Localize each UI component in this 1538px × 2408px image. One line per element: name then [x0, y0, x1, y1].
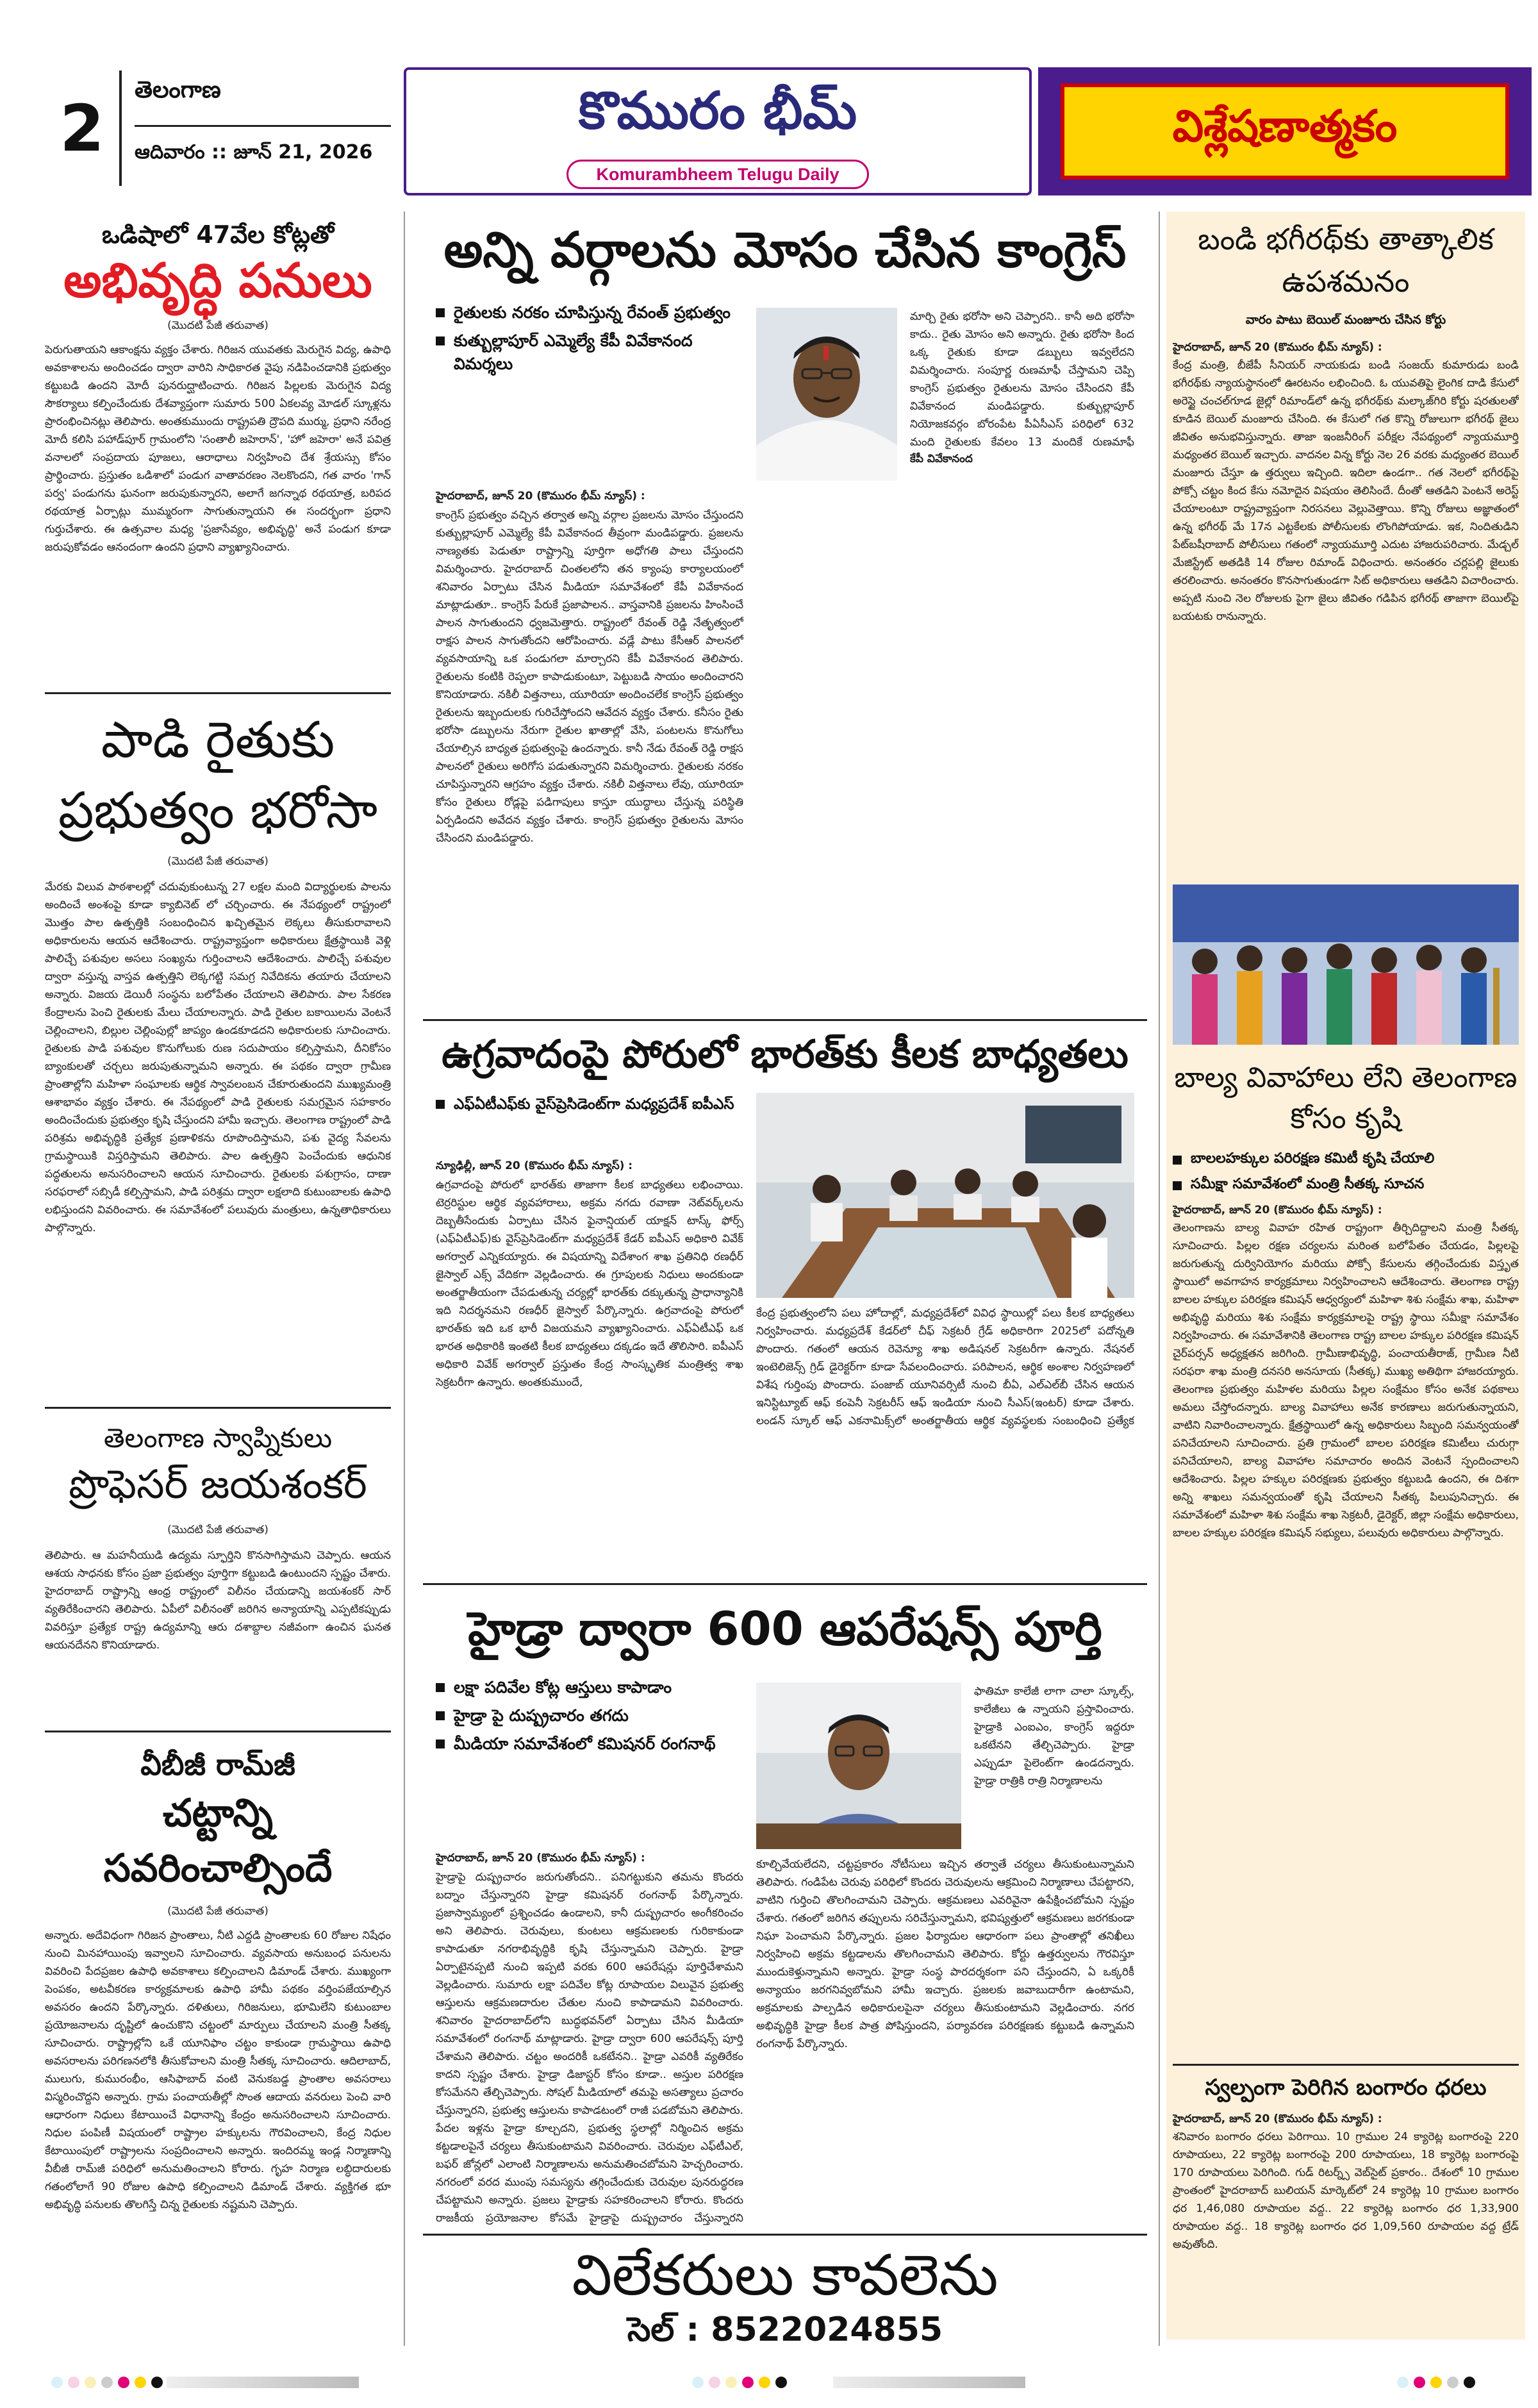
issue-date: ఆదివారం :: జూన్ 21, 2026: [135, 141, 373, 163]
bullet-list: [436, 1093, 743, 1121]
article-headline: అభివృద్ధి పనులు: [63, 253, 372, 308]
paper-subtitle-pill: [566, 160, 869, 189]
tagline: విశ్లేషణాత్మకం: [1172, 101, 1398, 152]
meeting-photo: [756, 1093, 1134, 1298]
article-dateline: హైదరాబాద్, జూన్ 20 (కొమురం భీమ్ న్యూస్) :: [436, 1852, 645, 1864]
article-credit: (మొదటి పేజీ తరువాత): [167, 319, 269, 332]
bullet-item: లక్షా పదివేల కోట్ల ఆస్తులు కాపాడాం: [436, 1676, 743, 1699]
bullet-list: [436, 1676, 743, 1761]
article-headline: ప్రొఫెసర్ జయశంకర్: [69, 1461, 367, 1507]
article-body-left: కాంగ్రెస్ ప్రభుత్వం వచ్చిన తర్వాత అన్ని వర్గాల ప్రజలను మోసం చేస్తుందని కుత్బుల్లాపూర్ ఎమ్మెల్యే కేపీ వివేకానంద తీవ్రంగా మండిపడ్డారు. ప్రజలను నాణ్యతకు పెడుతూ రాష్ట్రాన్ని పూర్తిగా అధోగతి పాలు చేస్తుందని విమర్శించారు. హైదరాబాద్ చింతలలోని తన క్యాంపు కార్యాలయంలో శనివారం ఏర్పాటు చేసిన మీడియా సమావేశంలో కేపీ వివేకానంద మాట్లాడుతూ.. కాంగ్రెస్ పేరుకే ప్రజాపాలన.. వాస్తవానికి ప్రజలను హింసించే పాలన సాగుతుందని ధ్వజమెత్తారు. రాష్ట్రంలో రేవంత్ రెడ్డి నేతృత్వంలో రాక్షస పాలన సాగుతోందని ఆరోపించారు. వడ్లే పాటు కేసీఆర్ పాలనలో వ్యవసాయాన్ని ఒక పండుగలా మార్చారని కేపీ వివేకానంద తెలిపారు. రైతులను కంటికి రెప్పలా కాపాడుకుంటూ, పెట్టుబడి సాయం అందించారని కొనియాడారు. నకిలీ విత్తనాలు, యూరియా అందించలేక కాంగ్రెస్ ప్రభుత్వం రైతులను ఇబ్బందులకు గురిచేస్తోందని ఆవేదన వ్యక్తం చేశారు. కనీసం రైతు భరోసా డబ్బులను నేరుగా రైతుల ఖాతాల్లో వేసి, పంటలను కొనుగోలు చేయాల్సిన బాధ్యత ప్రభుత్వంపై ఉందన్నారు. కానీ నేడు రేవంత్ రెడ్డి రాక్షస పాలనలో రైతులు అరిగోస పడుతున్నారని విమర్శించారు. రైతులకు నరకం చూపిస్తున్నారని ఆగ్రహం వ్యక్తం చేశారు. నకిలీ విత్తనాలు లేవు, యూరియా కోసం రైతులు రోడ్లపై పడిగాపులు కాస్తూ యుద్ధాలు చేస్తున్న పరిస్థితి ఏర్పడిందని అవేదన వ్యక్తం చేశారు. కాంగ్రెస్ ప్రభుత్వం రైతులను మోసం చేసిందని మండిపడ్డారు.: [436, 509, 743, 845]
photo-caption: కేపీ వివేకానంద: [910, 453, 973, 465]
article-body: తెలిపారు. ఆ మహనీయుడి ఉద్యమ స్ఫూర్తిని కొనసాగిస్తామని చెప్పారు. ఆయన ఆశయ సాధనకు కోసం ప్రజా ప్రభుత్వం పూర్తిగా కట్టుబడి ఉంటుందని స్పష్టం చేశారు. హైదరాబాద్ రాష్ట్రాన్ని ఆంధ్ర రాష్ట్రంలో విలీనం చేయడాన్ని జయశంకర్ సార్ వ్యతిరేకించారని తెలిపారు. ఏపీలో విలీనంతో జరిగిన అన్యాయాన్ని ఎప్పటికప్పుడు వివరిస్తూ ప్రత్యేక రాష్ట్ర ఉద్యమాన్ని ఆరు దశాబ్దాల నజీవంగా ఉంచిన ఘనత ఆయనదేనని కొనియాడారు.: [45, 1549, 391, 1652]
article-dairy: [45, 705, 391, 1397]
photo-event: [1173, 884, 1519, 1045]
article-headline: చట్టాన్ని సవరించాల్సిందే: [103, 1791, 333, 1891]
article-kicker: తెలంగాణ స్వాప్నికులు: [103, 1422, 333, 1454]
article-dateline: న్యూఢిల్లీ, జూన్ 20 (కొమురం భీమ్ న్యూస్) :: [436, 1159, 633, 1172]
article-body-bottom: కేంద్ర ప్రభుత్వంలోని పలు హోదాల్లో, మధ్యప్రదేశ్‌లో వివిధ స్థాయిల్లో పలు కీలక బాధ్యతలు నిర్వహించారు. మధ్యప్రదేశ్ కేడర్‌లో చీఫ్ సెక్రటరీ గ్రేడ్ అధికారిగా 2025లో పదోన్నతి పొందారు. గతంలో ఆయన రెవెన్యూ శాఖ అడిషనల్ సెక్రటరీగా ఉన్నారు. నేషనల్ ఇంటెలిజెన్స్ గ్రిడ్ డైరెక్టర్‌గా కూడా సేవలందించారు. పరిపాలన, ఆర్థిక అంశాల నిర్వహణలో విశేష గుర్తింపు పొందారు. పంజాబ్ యూనివర్సిటీ నుంచి బీఏ, ఎల్ఎల్‌బీ చేసిన ఆయన ఇనిస్టిట్యూట్ ఆఫ్ కంపెనీ సెక్రటరీస్ ఆఫ్ ఇండియా నుంచి సీఎస్(ఇంటర్) కూడా చేశారు. లండన్ స్కూల్ ఆఫ్ ఎకనామిక్స్‌లో అంతర్జాతీయ ఆర్థిక వ్యవస్థలకు సంబంధించి ప్రత్యేక: [756, 1307, 1134, 1427]
article-body: కేంద్ర మంత్రి, బీజేపీ సీనియర్ నాయకుడు బండి సంజయ్ కుమారుడు బండి భగీరథ్‌కు న్యాయస్థానంలో ఊరటనం లభించింది. ఓ యువతిపై లైంగిక దాడి కేసులో అరెస్టై చంచల్‌గూడ జైల్లో రిమాండ్‌లో ఉన్న భగీరథ్‌కు మల్కాజ్‌గిరి కోర్టు షరతులతో కూడిన బెయిల్ మంజూరు చేసింది. ఈ కేసులో గత కొన్ని రోజులుగా భగీరథ్ జైలు జీవితం అనుభవిస్తున్నారు. తాజా ఇంజనీరింగ్ పరీక్షల నేపథ్యంలో న్యాయమూర్తి మధ్యంతర బెయిల్ ఇచ్చారు. వాదనల విన్న కోర్టు నెల 26 వరకు మధ్యంతర బెయిల్ మంజూరు చేస్తూ ఉ త్తర్వులు ఇచ్చింది. ఇదిలా ఉండగా.. గత నెలలో భగీరథ్‌పై పోక్సో చట్టం కింద కేసు నమోదైన విషయం తెలిసిందే. దీంతో ఆతడిని పెంటనే అరెస్ట్ చేయాలంటూ రాష్ట్రవ్యాప్తంగా నిరసనలు వెల్లువెత్తాయి. కొన్ని రోజులు అజ్ఞాతంలో ఉన్న భగీరథ్ మే 17న ఎట్టకేలకు పోలీసులకు లొంగిపోయాడు. ఇక, నిందితుడిని పేట్‌బషీరాబాద్ పోలీసులు గతంలో న్యాయమూర్తి ఎదుట హాజరుపరిచారు. మేడ్చల్ మేజిస్ట్రేట్ అతడికి 14 రోజుల రిమాండ్ విధించారు. అనంతరం చర్లపల్లి జైలుకు తరలించారు. అనంతరం కొనసాగుతుండగా సిట్ అధికారులు ఆతడిని విచారించారు. అప్పటి నుంచి నెల రోజులకు పైగా జైలు జీవితం గడిపిన భగీరథ్ తాజాగా బెయిల్‌పై బయటకు రానున్నారు.: [1173, 359, 1519, 623]
photo-meeting: [756, 1093, 1134, 1298]
article-terror: [423, 1029, 1147, 1580]
column-separator-right: [1159, 212, 1160, 2346]
article-headline: ఉగ్రవాదంపై పోరులో భారత్‌కు కీలక బాధ్యతలు: [442, 1032, 1129, 1077]
article-hydra: [423, 1593, 1147, 2227]
article-credit: (మొదటి పేజీ తరువాత): [167, 1905, 269, 1918]
article-gold: [1173, 2070, 1519, 2339]
tagline-box: [1061, 83, 1509, 179]
article-sub: వారం పాటు బెయిల్ మంజూరు చేసిన కోర్టు: [1245, 313, 1446, 327]
article-body-bottom: కూల్చివేయలేదని, చట్టప్రకారం నోటీసులు ఇచ్చిన తర్వాతే చర్యలు తీసుకుంటున్నామని తెలిపారు. గండిపేట చెరువు పరిధిలో కొందరు చెరువులను ఆక్రమించి నిర్మాణాలు చేపట్టారని, వాటిని గుర్తించి తొలగించామని చెప్పారు. ఆక్రమణలు ఎవరివైనా ఉపేక్షించబోమని స్పష్టం చేశారు. గతంలో జరిగిన తప్పులను సరిచేస్తున్నామని, భవిష్యత్తులో ఆక్రమణలు జరగకుండా నిఘా పెంచామని పేర్కొన్నారు. ప్రజల ఫిర్యాదుల ఆధారంగా పలు ప్రాంతాల్లో తనిఖీలు నిర్వహించి అక్రమ కట్టడాలను తొలగించామని తెలిపారు. కోర్టు ఉత్తర్వులను గౌరవిస్తూ ముందుకెళ్తున్నామని అన్నారు. హైడ్రా సంస్థ పారదర్శకంగా పని చేస్తుందని, ఏ ఒక్కరికీ అన్యాయం జరగనివ్వబోమని హామీ ఇచ్చారు. ప్రజలకు జవాబుదారీగా ఉంటామని, అక్రమాలకు పాల్పడిన అధికారులపైనా చర్యలు తీసుకుంటామని వెల్లడించారు. నగర అభివృద్ధికి హైడ్రా కీలక పాత్ర పోషిస్తుందని, పర్యావరణ పరిరక్షణకు కట్టుబడి ఉన్నామని రంగనాథ్ పేర్కొన్నారు.: [756, 1858, 1134, 2050]
article-headline: స్వల్పంగా పెరిగిన బంగారం ధరలు: [1205, 2075, 1487, 2100]
article-body: పెరుగుతాయని ఆకాంక్షను వ్యక్తం చేశారు. గిరిజన యువతకు మెరుగైన విద్య, ఉపాధి అవకాశాలను అందించడం ద్వారా వారిని సాధికారత వైపు నడిపించడానికి ప్రభుత్వం కట్టుబడి ఉందని మోదీ పునరుద్ఘాటించారు. గిరిజన పిల్లలకు మెరుగైన విద్య సౌకర్యాలు కల్పించేందుకు దేశవ్యాప్తంగా సుమారు 500 ఏకలవ్య మోడల్ స్కూళ్లను ప్రారంభించినట్లు తెలిపారు. అంతకుముందు రాష్ట్రపతి ద్రౌపది ముర్ము, ప్రధాని నరేంద్ర మోదీ కలిసి పహాడ్‌పూర్ గ్రామంలోని 'సంతాలీ జహెరాన్', 'హో జహెరా' అనే పవిత్ర వనాలలో సంప్రదాయ పూజలు, ఆరాధాలు నిర్వహించి దేశ శ్రేయస్సు కోసం ప్రార్థించారు. ప్రస్తుతం ఒడిశాలో పండుగ వాతావరణం నెలకొందని, గత వారం 'గాన్ పర్వ' పండుగను ఘనంగా జరుపుకున్నారని, అలాగే జగన్నాథ రథయాత్ర, బరిపద రథయాత్ర ఏర్పాట్లు ముమ్మరంగా సాగుతున్నాయని ఈ సందర్భంగా ప్రధాని గుర్తుచేశారు. ఈ ఉత్సవాల మధ్య 'ప్రజాసేవ్యం, అభివృద్ధి' అనే పండుగ కూడా జరుపుకోవడం ఆనందంగా ఉందని ప్రధాని వ్యాఖ్యానించారు.: [45, 344, 391, 554]
bullet-item: రైతులకు నరకం చూపిస్తున్న రేవంత్ ప్రభుత్వం: [436, 301, 743, 324]
article-headline: పాడి రైతుకు ప్రభుత్వం భరోసా: [58, 711, 378, 840]
article-body-right: మార్చి రైతు భరోసా అని చెప్పారని.. కానీ అది భరోసా కాదు.. రైతు మోసం అని అన్నారు. రైతు భరోసా కింద ఒక్క రైతుకు కూడా డబ్బులు ఇవ్వలేదని విమర్శించారు. సంపూర్ణ రుణమాఫీ చేస్తామని చెప్పి కాంగ్రెస్ ప్రభుత్వం రైతులను మోసం చేసిందని కేపీ వివేకానంద మండిపడ్డారు. కుత్బుల్లాపూర్ నియోజకవర్గం బోరంపేట పీఏసీఎస్ పరిధిలో 632 మంది రైతులకు కేవలం 13 మందికే రుణమాఫీ: [910, 310, 1134, 449]
bullet-item: సమీక్షా సమావేశంలో మంత్రి సీతక్క సూచన: [1173, 1174, 1519, 1195]
article-child: [1173, 1058, 1519, 2057]
article-dateline: హైదరాబాద్, జూన్ 20 (కొమురం భీమ్ న్యూస్) :: [436, 490, 645, 502]
article-dateline: హైదరాబాద్, జూన్ 20 (కొమురం భీమ్ న్యూస్) :: [1173, 1204, 1382, 1216]
article-dateline: హైదరాబాద్, జూన్ 20 (కొమురం భీమ్ న్యూస్) :: [1173, 341, 1382, 354]
article-headline: బాల్య వివాహాలు లేని తెలంగాణ కోసం కృషి: [1174, 1061, 1517, 1135]
portrait-photo: [756, 308, 897, 481]
photo-vivekananda: [756, 308, 897, 481]
article-credit: (మొదటి పేజీ తరువాత): [167, 855, 269, 868]
article-bandi: [1173, 218, 1519, 872]
article-body: తెలంగాణను బాల్య వివాహ రహిత రాష్ట్రంగా తీర్చిదిద్దాలని మంత్రి సీతక్క సూచించారు. పిల్లల రక్షణ చర్యలను మరింత బలోపేతం చేయడం, పిల్లలపై జరుగుతున్న దుర్వినియోగం మరియు పోక్సో కేసులను తగ్గించేందుకు విస్తృత స్థాయిలో అవగాహన కార్యక్రమాలు నిర్వహించాలని ఆదేశించారు. తెలంగాణ రాష్ట్ర బాలల హక్కుల పరిరక్షణ కమిషన్ ఆధ్వర్యంలో మహిళా శిశు సంక్షేమ శాఖ, మహిళా అభివృద్ధి మరియు శిశు సంక్షేమ కార్యక్రమాలపై రాష్ట్ర స్థాయి సమీక్షా సమావేశం నిర్వహించారు. ఈ సమావేశానికి తెలంగాణ రాష్ట్ర బాలల హక్కుల పరిరక్షణ కమిషన్ చైర్‌పర్సన్ అధ్యక్షతన జరిగింది. గ్రామీణాభివృద్ధి, పంచాయతీరాజ్, గ్రామీణ నీటి సరఫరా శాఖ మంత్రి దనసరి అనసూయ (సీతక్క) ముఖ్య అతిథిగా హాజరయ్యారు. తెలంగాణ ప్రభుత్వం మహిళల మరియు పిల్లల సంక్షేమం కోసం అనేక పథకాలు అమలు చేస్తోందన్నారు. బాల్య వివాహాలు అనేక కారణాలు జరుగుతున్నాయని, వాటిని నివారించాలన్నారు. క్షేత్రస్థాయిలో ఉన్న అధికారులు సిబ్బంది సమన్వయంతో పనిచేయాలని సూచించారు. ప్రతి గ్రామంలో బాలల పరిరక్షణ కమిటీలు చురుగ్గా పనిచేయాలని, బాల్య వివాహాల సమాచారం అందిన వెంటనే స్పందించాలని ఆదేశించారు. పిల్లల హక్కుల పరిరక్షణకు ప్రభుత్వం కట్టుబడి ఉందని, ఈ దిశగా అన్ని శాఖలు సమన్వయంతో కృషి చేయాలని సీతక్క పిలుపునిచ్చారు. ఈ సమావేశంలో మహిళా శిశు సంక్షేమ శాఖ సెక్రటరీ, డైరెక్టర్, జిల్లా సంక్షేమ అధికారులు, బాలల హక్కుల పరిరక్షణ కమిషన్ సభ్యులు, పలువురు అధికారులు పాల్గొన్నారు.: [1173, 1222, 1519, 1540]
title-box: [404, 67, 1032, 195]
bullet-list: [1173, 1149, 1519, 1195]
article-vbg: [45, 1743, 391, 2346]
article-kicker: వీబీజీ రామ్‌జీ: [140, 1747, 295, 1782]
article-headline: బండి భగీరథ్‌కు తాత్కాలిక ఉపశమనం: [1198, 222, 1494, 299]
bullet-item: మీడియా సమావేశంలో కమిషనర్ రంగనాథ్: [436, 1732, 743, 1756]
registration-dots-right: [1397, 2377, 1475, 2388]
article-body: అన్నారు. అదేవిధంగా గిరిజన ప్రాంతాలు, నీటి ఎద్దడి ప్రాంతాలకు 60 రోజుల నిషేధం నుంచి మినహాయింపు ఇవ్వాలని సూచించారు. వ్యవసాయ అనుబంధ పనులను వివరించి పేదప్రజల ఉపాధి అవకాశాలు కల్పించాలని డిమాండ్ చేశారు. ముఖ్యంగా పెంపకం, అటవీకరణ కార్యక్రమాలకు ఉపాధి హామీ పథకం వర్తింపజేయాల్సిన అవసరం ఉందని పేర్కొన్నారు. దళితులు, గిరిజనులు, భూమిలేని కుటుంబాల ప్రయోజనాలను దృష్టిలో ఉంచుకొని చట్టంలో మార్పులు చేయాలని మంత్రి సీతక్క సూచించారు. రాష్ట్రాల్లోని ఒకే యూనిఫాం చట్టం కాకుండా గ్రామస్థాయి ఉపాధి అవసరాలను పరిగణనలోకి తీసుకోవాలని మంత్రి సీతక్క సూచించారు. ఆదిలాబాద్, ములుగు, కుమురంభీం, ఆసిఫాబాద్ వంటి వెనుకబడ్డ ప్రాంతాల అవసరాలు విస్మరించొద్దని అన్నారు. గ్రామ పంచాయతీల్లో సొంత ఆదాయ వనరులు పెంచి వారి ఆధారంగా నిధులు కేటాయించే విధానాన్ని కేంద్రం అనుసరించాలని సూచించారు. నిధుల పంపిణీ విషయంలో రాష్ట్రాల హక్కులను గౌరవించాలని, కేంద్ర నిధుల కేటాయింపులో రాష్ట్రాలను సంప్రదించాలని అన్నారు. ఇందిరమ్మ ఇండ్ల నిర్మాణాన్ని వీబీజీ రామ్‌జీ పరిధిలో అనుమతించాలని కోరారు. గృహ నిర్మాణ లబ్ధిదారులకు గతంలోలాగే 90 రోజుల ఉపాధి కల్పించాలని డిమాండ్ చేశారు. వ్యక్తిగత భూ అభివృద్ధి పనులకు తొలగిస్తే చిన్న రైతులకు నష్టమని చెప్పారు.: [45, 1929, 391, 2211]
article-kicker: ఒడిషాలో 47వేల కోట్లతో: [101, 220, 335, 249]
article-body: మేరకు విలువ పాఠశాలల్లో చదువుకుంటున్న 27 లక్షల మంది విద్యార్థులకు పాలను అందించే అంశంపై కూడా క్యాబినెట్ లో చర్చించారు. ఈ నేపథ్యంలో రాష్ట్రంలో మొత్తం పాల ఉత్పత్తికి సంబంధించిన ఖచ్చితమైన లెక్కలు తీసుకురావాలని అధికారులను ఆయన ఆదేశించారు. రాష్ట్రవ్యాప్తంగా అధికారులు క్షేత్రస్థాయికి వెళ్లి పాలిచ్చే పశువుల అసలు సంఖ్యను గుర్తించాలని ఆదేశించారు. పాలిచ్చే పశువుల ద్వారా వస్తున్న వాస్తవ ఉత్పత్తిని లెక్కగట్టి సమగ్ర నివేదికను తయారు చేయాలని అన్నారు. విజయ డెయిరీ సంస్థను బలోపేతం చేయాలని తెలిపారు. పాల సేకరణ కేంద్రాలను పెంచి రైతులకు మేలు చేయాలన్నారు. పాడి రైతుల బకాయిలను వెంటనే చెల్లించాలని, బిల్లుల చెల్లింపుల్లో జాప్యం ఉండకూడదని అధికారులకు సూచించారు. రైతులకు పాడి పశువుల కొనుగోలుకు రుణ సదుపాయం కల్పిస్తామని, దీనికోసం బ్యాంకులతో చర్చలు జరుపుతున్నామని అన్నారు. ఈ పథకం ద్వారా గ్రామీణ ప్రాంతాల్లోని మహిళా సంఘాలకు ఆర్థిక స్వావలంబన చేకూరుతుందని ముఖ్యమంత్రి ఆశాభావం వ్యక్తం చేశారు. ఈ నేపథ్యంలో పాడి రైతులకు సమగ్రమైన సహకారం అందించేందుకు ప్రభుత్వం కృషి చేస్తుందని హామీ ఇచ్చారు. తెలంగాణ రాష్ట్రంలో పాడి పరిశ్రమ అభివృద్ధికి ప్రత్యేక ప్రణాళికను రూపొందిస్తామని, పశు వైద్య సేవలను గ్రామస్థాయికి విస్తరిస్తామని తెలిపారు. పాల ఉత్పత్తిని పెంచేందుకు ఆధునిక పద్ధతులను అనుసరించాలని ఆయన సూచించారు. రైతులకు పశుగ్రాసం, దాణా సరఫరాలో సబ్సిడీ కల్పిస్తామని, పాడి పరిశ్రమ ద్వారా లక్షలాది కుటుంబాలకు ఉపాధి లభిస్తుందని వివరించారు. ఈ సమావేశంలో పలువురు మంత్రులు, ఉన్నతాధికారులు పాల్గొన్నారు.: [45, 881, 391, 1234]
bullet-item: ఎఫ్ఏటీఎఫ్‌కు వైస్‌ప్రెసిడెంట్‌గా మధ్యప్రదేశ్ ఐపీఎస్: [436, 1093, 743, 1116]
registration-dots-center: [692, 2377, 787, 2388]
bullet-item: హైడ్రా పై దుష్ప్రచారం తగదు: [436, 1704, 743, 1727]
registration-dots-left: [51, 2377, 163, 2388]
bullet-item: బాలలహక్కుల పరిరక్షణ కమిటీ కృషి చేయాలి: [1173, 1149, 1519, 1169]
bullet-item: కుత్బుల్లాపూర్ ఎమ్మెల్యే కేపీ వివేకానంద విమర్శలు: [436, 329, 743, 376]
paper-title: కొమురం భీమ్: [578, 80, 857, 140]
press-photo: [756, 1682, 961, 1849]
article-headline: హైడ్రా ద్వారా 600 ఆపరేషన్స్ పూర్తి: [468, 1602, 1102, 1656]
masthead: [0, 0, 1538, 205]
tagline-banner: [1038, 67, 1532, 195]
section-label: తెలంగాణ: [135, 77, 221, 103]
footer-print-marks: [0, 2371, 1538, 2397]
page-number-box: [45, 71, 122, 186]
classified-ad: [423, 2240, 1147, 2349]
article-credit: (మొదటి పేజీ తరువాత): [167, 1524, 269, 1536]
article-dateline: హైదరాబాద్, జూన్ 20 (కొమురం భీమ్ న్యూస్) :: [1173, 2113, 1382, 2125]
bullet-list: [436, 301, 743, 381]
article-jayashankar: [45, 1420, 391, 1708]
column-separator-left: [404, 212, 405, 2346]
page-number: 2: [60, 90, 104, 166]
classified-headline: విలేకరులు కావలెను: [572, 2242, 998, 2308]
article-body-left: ఉగ్రవాదంపై పోరులో భారత్‌కు తాజాగా కీలక బాధ్యతలు లభించాయి. టెర్రరిస్టుల ఆర్థిక వ్యవహారాలు, అక్రమ నగదు రవాణా నెట్‌వర్క్‌లను దెబ్బతీసేందుకు ఏర్పాటు చేసిన ఫైనాన్షియల్ యాక్షన్ టాస్క్ ఫోర్స్ (ఎఫ్ఏటీఎఫ్)కు వైస్‌ప్రెసిడెంట్‌గా మధ్యప్రదేశ్ కేడర్ ఐపీఎస్ అధికారి వివేక్ అగర్వాల్ ఎన్నికయ్యారు. ఈ విషయాన్ని విదేశాంగ శాఖ ప్రతినిధి రణధీర్ జైస్వాల్ ఎక్స్ వేదికగా వెల్లడించారు. ఈ గ్రూపులకు నిధులు అందకుండా అంతర్జాతీయంగా చేపడుతున్న చర్యల్లో భారత్‌కు దక్కుతున్న ప్రాధాన్యానికి ఇది నిదర్శనమని రణధీర్ జైస్వాల్ పేర్కొన్నారు. ఉగ్రవాదంపై పోరులో భారత్‌కు ఇది ఒక భారీ విజయమని వ్యాఖ్యానించారు. ఎఫ్ఏటీఎఫ్ ఒక భారత అధికారికి ఇంతటి కీలక బాధ్యతలు దక్కడం ఇదే తొలిసారి. ఐపీఎస్ అధికారి వివేక్ అగర్వాల్ ప్రస్తుతం కేంద్ర సాంస్కృతిక మంత్రిత్వ శాఖ సెక్రటరీగా ఉన్నారు. అంతకుముందే,: [436, 1179, 743, 1389]
paper-subtitle: Komurambheem Telugu Daily: [596, 164, 839, 184]
photo-ranganath: [756, 1682, 961, 1849]
article-body: శనివారం బంగారం ధరలు పెరిగాయి. 10 గ్రాముల 24 క్యారెట్ల బంగారంపై 220 రూపాయలు, 22 క్యారెట్ల బంగారంపై 200 రూపాయలు, 18 క్యారెట్ల బంగారంపై 170 రూపాయలు పెరిగింది. గుడ్ రిటర్న్స్ వెబ్‌సైట్ ప్రకారం.. దేశంలో 10 గ్రాముల ప్రాంతంలో హైదరాబాద్ బులియన్ మార్కెట్‌లో 24 క్యారెట్ల 10 గ్రాముల బంగారం ధర 1,46,080 రూపాయల వద్ద.. 22 క్యారెట్ల బంగారం ధర 1,33,900 రూపాయల వద్ద.. 18 క్యారెట్ల బంగారం ధర 1,09,560 రూపాయల వద్ద ట్రేడ్ అవుతోంది.: [1173, 2130, 1519, 2251]
event-photo: [1173, 884, 1519, 1045]
article-odisha: [45, 212, 391, 686]
article-body-left: హైడ్రాపై దుష్ప్రచారం జరుగుతోందని.. పనిగట్టుకుని తమను కొందరు బద్నాం చేస్తున్నారని హైడ్రా కమిషనర్ రంగనాథ్ పేర్కొన్నారు. ప్రజాస్వామ్యంలో ప్రశ్నించడం ఉండాలని, కానీ దుష్ప్రచారం అంగీకరించం అని తెలిపారు. చెరువులు, కుంటలు ఆక్రమణలకు గురికాకుండా కాపాడుతూ నగరాభివృద్ధికి కృషి చేస్తున్నామని చెప్పారు. హైడ్రా ఏర్పాటైనప్పటి నుంచి ఇప్పటి వరకు 600 ఆపరేషన్లు పూర్తిచేశామని వెల్లడించారు. సుమారు లక్షా పదివేల కోట్ల రూపాయల విలువైన ప్రభుత్వ ఆస్తులను ఆక్రమణదారుల చేతుల నుంచి కాపాడామని వివరించారు. శనివారం హైదరాబాద్‌లోని బుద్ధభవన్‌లో ఏర్పాటు చేసిన మీడియా సమావేశంలో రంగనాథ్ మాట్లాడారు. హైడ్రా ద్వారా 600 ఆపరేషన్స్ పూర్తి చేశామని తెలిపారు. చట్టం అందరికీ ఒకటేనని.. హైడ్రా ఎవరికీ వ్యతిరేకం కాదని స్పష్టం చేశారు. హైడ్రా డిజాస్టర్ కోసం కూడా.. అస్తుల పరిరక్షణ కోసమేనని తేల్చిచెప్పారు. సోషల్ మీడియాలో తమపై అసత్యాలు ప్రచారం చేస్తున్నారని, ప్రభుత్వ ఆస్తులను కాపాడటంలో రాజీ పడబోమని తెలిపారు. పేదల ఇళ్లను హైడ్రా కూల్చదని, ప్రభుత్వ స్థలాల్లో నిర్మించిన అక్రమ కట్టడాలపైనే చర్యలు తీసుకుంటామని వివరించారు. చెరువుల ఎఫ్‌టీఎల్, బఫర్ జోన్లలో ఎలాంటి నిర్మాణాలను అనుమతించబోమని హెచ్చరించారు. నగరంలో వరద ముంపు సమస్యను తగ్గించేందుకు చెరువుల పునరుద్ధరణ చేపట్టామని అన్నారు. ప్రజలు హైడ్రాకు సహకరించాలని కోరారు. కొందరు రాజకీయ ప్రయోజనాల కోసమే హైడ్రాపై దుష్ప్రచారం చేస్తున్నారని: [436, 1871, 743, 2225]
article-body-right: ఫాతిమా కాలేజీ లాగా చాలా స్కూల్స్, కాలేజీలు ఉ న్నాయని ప్రస్తావించారు. హైడ్రాకి ఎంఐఎం, కాంగ్రెస్ ఇద్దరూ ఒకటేనని తేల్చిచెప్పారు. హైడ్రా ఎప్పుడూ పైలెంట్‌గా ఉండదన్నారు. హైడ్రా రాత్రికి రాత్రి నిర్మాణాలను: [974, 1685, 1134, 1788]
article-congress: [423, 212, 1147, 1013]
article-headline: అన్ని వర్గాలను మోసం చేసిన కాంగ్రెస్: [443, 221, 1127, 278]
classified-phone: సెల్ : 8522024855: [627, 2311, 943, 2349]
